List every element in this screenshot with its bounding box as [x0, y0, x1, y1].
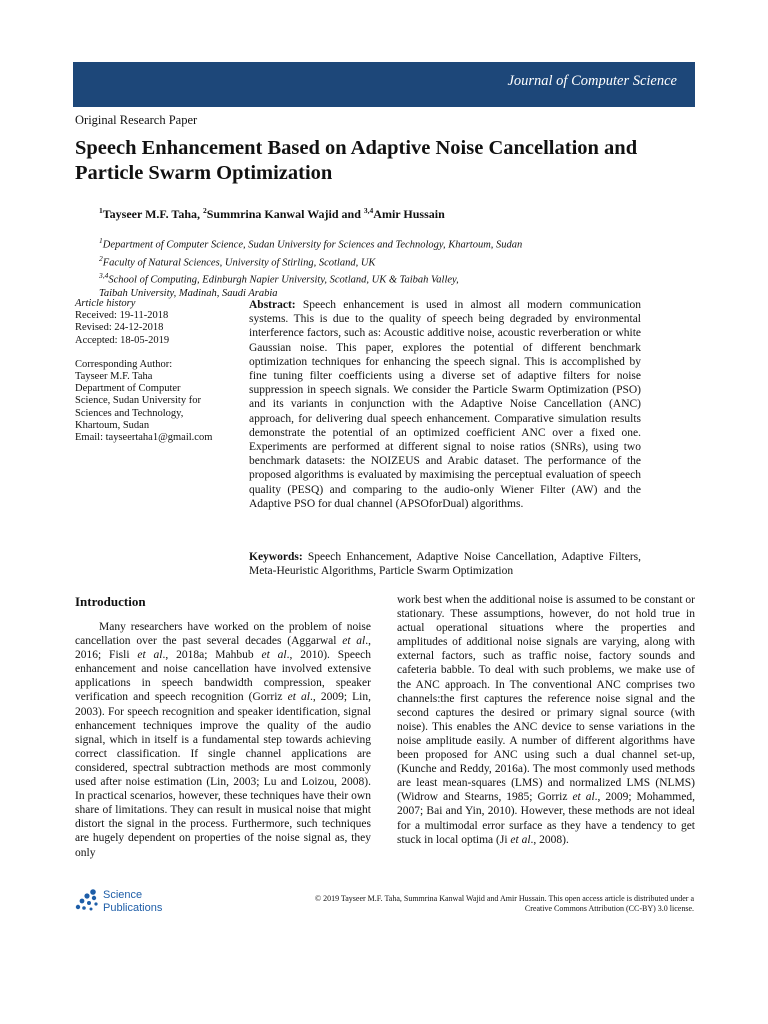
author-name: Amir Hussain [373, 207, 445, 221]
abstract-label: Abstract: [249, 299, 296, 311]
italic-run: et al [572, 791, 595, 804]
keywords-label: Keywords: [249, 551, 303, 563]
copyright-line: Creative Commons Attribution (CC-BY) 3.0 license. [524, 904, 694, 913]
affiliation-text: Taibah University, Madinah, Saudi Arabia [99, 287, 278, 299]
affiliation-sup: 1 [99, 236, 103, 245]
author-sup: 2 [203, 206, 207, 215]
accepted-date: Accepted: 18-05-2019 [75, 334, 170, 346]
affiliation-text: Department of Computer Science, Sudan University for Sciences and Technology, Khartoum, Sudan [102, 239, 523, 251]
corresponding-dept: Sciences and Technology, [75, 407, 184, 419]
affiliations [99, 234, 522, 300]
journal-title: Journal of Computer Science [507, 73, 677, 89]
affiliation-sup: 2 [99, 253, 103, 263]
corresponding-email[interactable]: Email: tayseertaha1@gmail.com [75, 432, 213, 444]
italic-run: et al [510, 833, 531, 846]
affiliation-line [99, 269, 522, 287]
corresponding-name: Tayseer M.F. Taha [75, 371, 153, 383]
logo-text-publications: Publications [103, 902, 163, 914]
author-sup: 3,4 [363, 206, 374, 215]
affiliation-text: Faculty of Natural Sciences, University of Stirling, Scotland, UK [102, 257, 376, 268]
corresponding-label: Corresponding Author: [75, 358, 173, 370]
author-name: Summrina Kanwal Wajid and [206, 207, 364, 221]
corresponding-dept: Science, Sudan University for [75, 395, 201, 407]
received-date: Received: 19-11-2018 [75, 310, 169, 322]
author-list [99, 206, 445, 222]
body-column-right [397, 593, 695, 847]
author-sup: 1 [99, 206, 103, 215]
paper-type: Original Research Paper [75, 113, 198, 127]
journal-header-banner [73, 62, 695, 107]
affiliation-sup: 3,4 [99, 271, 109, 280]
italic-run: et al [342, 635, 366, 648]
logo-text-science: Science [103, 889, 143, 901]
copyright-notice [200, 894, 694, 914]
keywords [249, 550, 641, 578]
corresponding-city: Khartoum, Sudan [75, 419, 150, 431]
italic-run: et al [137, 649, 163, 662]
affiliation-text: School of Computing, Edinburgh Napier University, Scotland, UK & Taibah Valley, [108, 274, 459, 286]
italic-run: et al [287, 691, 310, 704]
keywords-text: Speech Enhancement, Adaptive Noise Cancellation, Adaptive Filters, Meta-Heuristic Algorithms, Particle Swarm Optimization [249, 551, 641, 578]
author-name: Tayseer M.F. Taha, [102, 207, 203, 221]
abstract-text: Speech enhancement is used in almost all modern communication systems. This is due to the quality of speech being degraded by environmental interference factors, such as: Acoustic additive noise, acoustic reverberation or white Gaussian noise. This paper, explores the potential of different benchmark optimization techniques for enhancing the speech signal. This is accomplished by fine tuning filter coefficients using a diverse set of adaptive filters for noise suppression in speech signals. We consider the Particle Swarm Optimization (PSO) and its variants in conjunction with the Adaptive Noise Cancellation (ANC) approach, for delivering dual speech enhancement. Comparative simulation results demonstrate the potential of an optimized coefficient ANC over a fixed one. Experiments are performed at different signal to noise ratios (SNRs), using two benchmark datasets: the NOIZEUS and Arabic dataset. The performance of the proposed algorithms is evaluated by maximising the perceptual evaluation of speech quality (PESQ) and comparing to the audio-only Wiener Filter (AW) and the Adaptive PSO for dual channel (APSOforDual) algorithms. [249, 299, 641, 510]
article-sidebar [75, 298, 235, 444]
italic-run: et al [261, 649, 287, 662]
abstract [249, 298, 641, 511]
intro-paragraph: Many researchers have worked on the problem of noise cancellation over the past several decades (Aggarwal et al., 2016; Fisli et al., 2018a; Mahbub et al., 2010). Speech enhancement and noise cancellation have involved extensive applications in speech bandwidth compression, speaker verification and speech recognition (Gorriz et al., 2009; Lin, 2003). For speech recognition and speaker identification, signal enhancement techniques improve the quality of the audio signal, which in itself is a fundamental step towards achieving correct classification. If single channel applications are considered, spectral subtraction methods are most commonly used after noise estimation (Lin, 2003; Lu and Loizou, 2008). In practical scenarios, however, these techniques have their own share of limitations. They can result in musical noise that might distort the signal in the process. Furthermore, such techniques are hugely dependent on properties of the noise signal as, they only [75, 621, 372, 859]
section-heading-introduction: Introduction [75, 594, 146, 609]
paper-title: Speech Enhancement Based on Adaptive Noise Cancellation and Particle Swarm Optimization [75, 137, 638, 184]
revised-date: Revised: 24-12-2018 [75, 322, 164, 334]
article-history-label: Article history [75, 298, 136, 309]
body-column-left [75, 620, 371, 860]
affiliation-line [99, 252, 522, 270]
copyright-line: © 2019 Tayseer M.F. Taha, Summrina Kanwal Wajid and Amir Hussain. This open access article is distributed under a [314, 894, 694, 903]
affiliation-line [99, 234, 522, 252]
corresponding-dept: Department of Computer [75, 383, 181, 395]
intro-paragraph-continued: work best when the additional noise is assumed to be constant or stationary. These assumptions, however, do not hold true in actual operational situations where the properties and amplitudes of additional noise signals are varying, along with external factors, such as traffic noise, factory sounds and cafeteria babble. To deal with such problems, we make use of the ANC approach. In The conventional ANC comprises two channels:the first captures the reference noise signal and the second captures the desired or primary signal source (with noise). This enables the ANC device to sense variations in the noise amplitude easily. A number of different algorithms have been proposed for ANC using such a dual channel set-up, (Kunche and Reddy, 2016a). The most commonly used methods are least mean-squares (LMS) and normalized LMS (NLMS) (Widrow and Stearns, 1985; Gorriz et al., 2009; Mohammed, 2007; Bai and Yin, 2010). However, these methods are not ideal for a multimodal error surface as they have a tendency to get stuck in local optima (Ji et al., 2008). [397, 594, 695, 846]
publisher-logo [73, 887, 183, 917]
science-publications-logo-icon [73, 887, 99, 913]
